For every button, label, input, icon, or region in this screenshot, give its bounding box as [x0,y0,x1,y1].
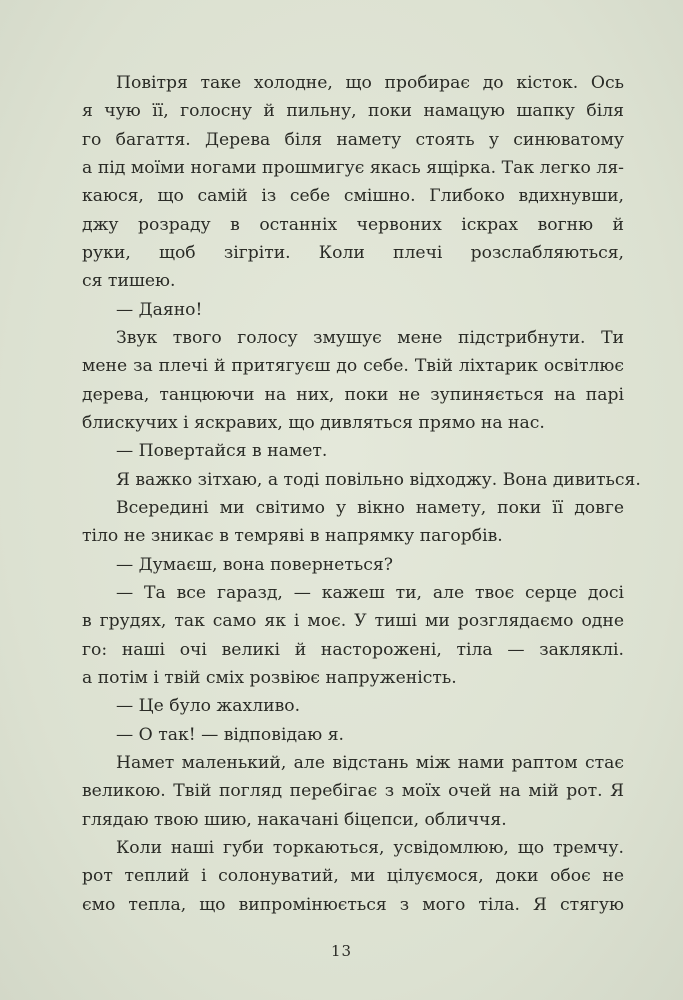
text-line: тіло не зникає в темряві в напрямку пагорбів. [82,526,503,547]
body-text [82,69,641,919]
text-line: в грудях, так само як і моє. У тиші ми розглядаємо одне [82,611,624,632]
text-line: — Думаєш, вона повернеться? [116,554,393,575]
text-line: ся тишею. [82,271,176,292]
text-line: великою. Твій погляд перебігає з моїх очей на мій рот. Я [82,781,624,802]
text-line: Звук твого голосу змушує мене підстрибнути. Ти [116,327,624,348]
text-line: глядаю твою шию, накачані біцепси, обличчя. [82,809,507,830]
text-line: — Це було жахливо. [116,696,301,717]
text-line: а під моїми ногами прошмигує якась ящірка. Так легко ля- [82,157,624,178]
text-line: — О так! — відповідаю я. [116,724,345,745]
text-line: — Та все гаразд, — кажеш ти, але твоє серце досі [116,583,624,603]
text-line: — Даяно! [116,299,203,320]
text-line: джу розраду в останніх червоних іскрах вогню й [82,214,624,235]
text-line: рот теплий і солонуватий, ми цілуємося, доки обоє не [82,866,624,887]
text-line: дерева, танцюючи на них, поки не зупиняється на парі [82,384,624,405]
text-line: го багаття. Дерева біля намету стоять у синюватому [82,129,624,150]
text-line: Коли наші губи торкаються, усвідомлюю, що тремчу. [116,838,624,859]
text-line: мене за плечі й притягуєш до себе. Твій ліхтарик освітлює [82,356,624,377]
text-line: Намет маленький, але відстань між нами раптом стає [116,753,624,774]
text-line: я чую її, голосну й пильну, поки намацую шапку біля [82,101,624,122]
text-line: — Повертайся в намет. [116,441,328,462]
text-line: го: наші очі великі й настороженi, тіла — закляклі. [82,639,624,660]
text-line: руки, щоб зігріти. Коли плечі розслабляються, [82,242,624,263]
text-line: Я важко зітхаю, а тоді повільно відходжу. Вона дивиться. [116,469,641,490]
text-line: блискучих і яскравих, що дивляться прямо на нас. [82,412,545,433]
text-line: а потім і твій сміх розвіює напруженість. [82,668,457,689]
text-line: Всередині ми світимо у вікно намету, поки її довге [116,497,624,518]
page-number: 13 [330,942,353,960]
text-line: ємо тепла, що випромінюється з мого тіла. Я стягую [82,894,624,915]
text-line: Повітря таке холодне, що пробирає до кісток. Ось [116,72,624,93]
text-line: каюся, що самій із себе смішно. Глибоко вдихнувши, [82,186,624,207]
